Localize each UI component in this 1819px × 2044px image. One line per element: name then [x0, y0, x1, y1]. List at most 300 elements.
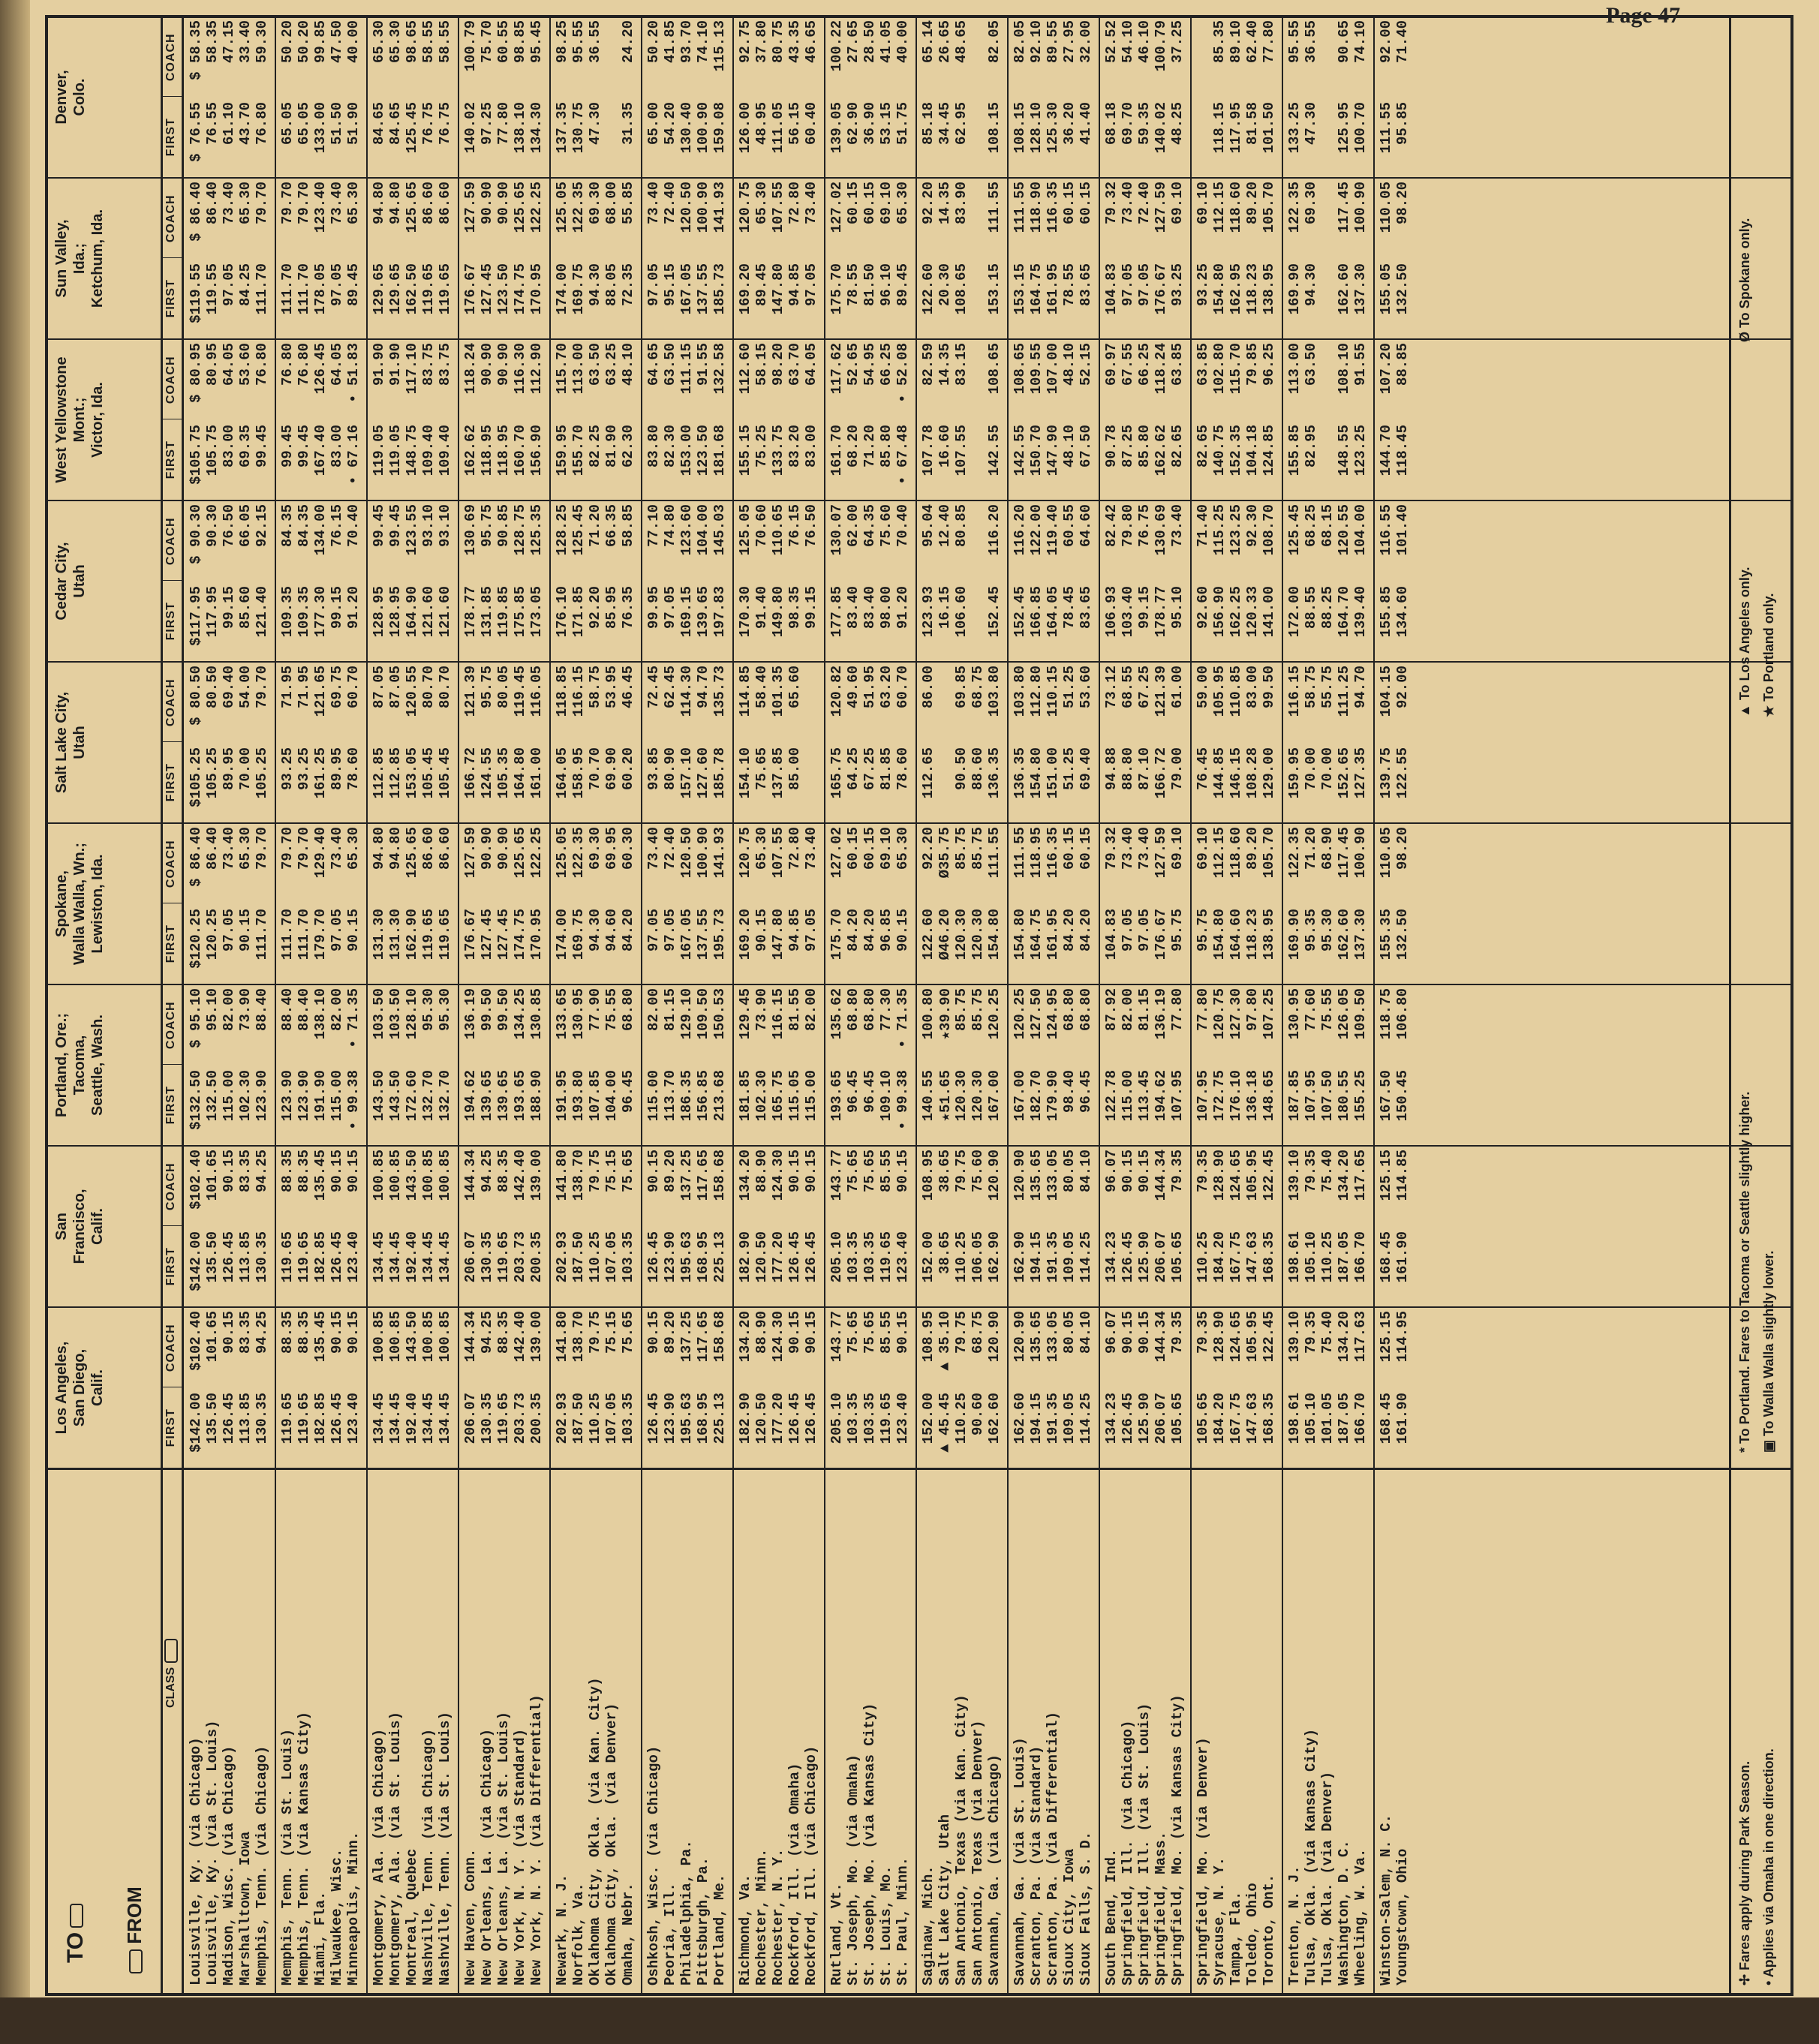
first-class-fare: 168.35 — [1261, 1393, 1277, 1444]
coach-fare: 137.25 — [678, 1150, 695, 1201]
first-class-fare: 93.25 — [1169, 263, 1186, 307]
coach-fare: 60.15 — [861, 827, 878, 870]
first-class-fare: 115.00 — [645, 1070, 662, 1122]
coach-fare: 115.25 — [1211, 504, 1228, 556]
coach-fare: 86.60 — [420, 827, 437, 870]
coach-fare: 60.55 — [495, 20, 512, 64]
table-row — [970, 18, 986, 1993]
first-class-fare: 106.93 — [1103, 586, 1120, 638]
origin-city: South Bend, Ind. — [1103, 1848, 1120, 1985]
first-class-fare: 101.50 — [1261, 102, 1277, 154]
coach-fare: 99.45 — [387, 504, 404, 548]
coach-fare: 101.65 — [204, 1150, 221, 1201]
coach-fare: 139.10 — [1286, 1311, 1303, 1363]
coach-fare: 60.15 — [861, 182, 878, 225]
footnote: ▲ To Los Angeles only. — [1737, 567, 1752, 717]
first-class-fare: 139.75 — [1378, 747, 1394, 799]
first-class-fare: 38.65 — [937, 1231, 953, 1275]
first-class-fare: 118.23 — [1244, 263, 1261, 315]
first-class-fare: 206.07 — [1153, 1393, 1169, 1444]
coach-fare: 118.85 — [554, 666, 570, 717]
first-class-fare: 109.05 — [1061, 1231, 1078, 1283]
coach-fare: 117.65 — [1352, 1150, 1369, 1201]
coach-fare: 67.55 — [1120, 343, 1136, 386]
origin-city: Youngstown, Ohio — [1394, 1848, 1411, 1985]
coach-fare: 64.65 — [645, 343, 662, 386]
first-class-fare: 123.50 — [695, 425, 711, 476]
first-class-fare: 155.15 — [737, 425, 753, 476]
table-row — [221, 18, 237, 1993]
first-class-fare: 123.40 — [894, 1393, 911, 1444]
first-class-fare: 140.02 — [462, 102, 479, 154]
coach-fare: 122.35 — [1286, 827, 1303, 879]
coach-fare: 116.20 — [986, 504, 1003, 556]
first-class-fare: 149.80 — [770, 586, 786, 638]
coach-fare: 90.65 — [1336, 20, 1352, 64]
table-row — [620, 18, 636, 1993]
first-class-fare: 94.85 — [786, 909, 803, 952]
first-class-fare: 158.95 — [570, 747, 587, 799]
first-class-fare: 155.85 — [1286, 425, 1303, 476]
coach-fare: 90.15 — [645, 1150, 662, 1193]
first-class-fare: 134.23 — [1103, 1393, 1120, 1444]
table-row — [803, 18, 819, 1993]
coach-class-label: COACH — [164, 33, 177, 82]
first-class-fare: 95.75 — [1169, 909, 1186, 952]
first-class-fare: 68.20 — [845, 425, 861, 468]
coach-fare: 128.25 — [554, 504, 570, 556]
coach-fare: 68.80 — [1078, 988, 1094, 1032]
coach-fare: 90.15 — [645, 1311, 662, 1354]
coach-fare: 69.85 — [953, 666, 970, 709]
origin-city: Miami, Fla. — [312, 1891, 329, 1985]
coach-fare: 125.65 — [512, 182, 528, 233]
table-row — [462, 18, 479, 1993]
coach-fare: 139.00 — [528, 1311, 545, 1363]
origin-city: Memphis, Tenn. (via Chicago) — [254, 1745, 270, 1985]
coach-fare: 117.65 — [695, 1311, 711, 1363]
coach-fare: 108.95 — [920, 1311, 937, 1363]
coach-fare: 79.70 — [254, 182, 270, 225]
first-class-fare: 187.05 — [1336, 1393, 1352, 1444]
coach-fare: 89.20 — [662, 1150, 678, 1193]
coach-fare: 93.10 — [437, 504, 453, 548]
first-class-fare: 105.25 — [204, 747, 221, 799]
origin-city: Washington, D. C. — [1336, 1840, 1352, 1985]
first-class-fare: 144.85 — [1211, 747, 1228, 799]
coach-fare: 130.85 — [528, 988, 545, 1040]
origin-city: Tulsa, Okla. (via Denver) — [1319, 1771, 1336, 1985]
first-class-fare: 53.15 — [878, 102, 894, 146]
coach-fare: 75.55 — [1319, 988, 1336, 1032]
coach-fare: 83.75 — [420, 343, 437, 386]
coach-fare: 64.05 — [803, 343, 819, 386]
first-class-fare: 112.85 — [371, 747, 387, 799]
coach-fare: 111.55 — [1012, 827, 1028, 879]
table-row — [645, 18, 662, 1993]
first-class-fare: 105.10 — [1303, 1393, 1319, 1444]
coach-fare: 94.25 — [254, 1150, 270, 1193]
origin-city: Omaha, Nebr. — [620, 1883, 636, 1985]
first-class-fare: 127.60 — [695, 747, 711, 799]
coach-fare: 46.45 — [620, 666, 636, 709]
first-class-fare: 105.35 — [495, 747, 512, 799]
coach-fare: 65.60 — [786, 666, 803, 709]
first-class-fare: 78.55 — [845, 263, 861, 307]
coach-fare: 73.40 — [803, 827, 819, 870]
first-class-fare: 41.40 — [1078, 102, 1094, 146]
table-row — [1228, 18, 1244, 1993]
first-class-fare: 93.25 — [296, 747, 312, 791]
coach-fare: 65.30 — [345, 827, 362, 870]
coach-fare: $ 95.10 — [188, 988, 204, 1048]
first-class-fare: 150.45 — [1394, 1070, 1411, 1122]
origin-city: St. Paul, Minn. — [894, 1856, 911, 1985]
coach-fare: 68.75 — [970, 1311, 986, 1354]
coach-fare: 102.80 — [1211, 343, 1228, 395]
first-class-fare: 70.00 — [237, 747, 254, 791]
first-class-fare: 94.88 — [1103, 747, 1120, 791]
coach-fare: 135.65 — [1028, 1311, 1045, 1363]
coach-fare: 127.30 — [1228, 988, 1244, 1040]
first-class-fare: 79.00 — [1169, 747, 1186, 791]
first-class-fare: 88.25 — [1319, 586, 1336, 630]
page-bottom-edge — [0, 1997, 1819, 2044]
coach-fare: 90.15 — [803, 1311, 819, 1354]
first-class-fare: 130.35 — [479, 1231, 495, 1283]
origin-city: Springfield, Mo. (via Denver) — [1195, 1737, 1211, 1985]
coach-fare: 80.05 — [1061, 1311, 1078, 1354]
first-class-fare: 112.65 — [920, 747, 937, 799]
coach-fare: 75.65 — [845, 1150, 861, 1193]
first-class-fare: 126.45 — [1120, 1393, 1136, 1444]
coach-fare: 27.65 — [845, 20, 861, 64]
coach-fare: 130.69 — [1153, 504, 1169, 556]
first-class-fare: 88.55 — [1303, 586, 1319, 630]
first-class-fare: 115.00 — [221, 1070, 237, 1122]
first-class-fare: 75.65 — [753, 747, 770, 791]
first-class-fare: 151.00 — [1045, 747, 1061, 799]
coach-fare: 47.15 — [221, 20, 237, 64]
first-class-fare: 91.20 — [345, 586, 362, 630]
coach-fare: 60.15 — [845, 182, 861, 225]
first-class-fare: 181.68 — [711, 425, 728, 476]
coach-fare: 48.10 — [1061, 343, 1078, 386]
group-divider — [366, 18, 368, 1993]
footnote: • Applies via Omaha in one direction. — [1761, 1748, 1776, 1985]
coach-fare: 158.68 — [711, 1311, 728, 1363]
coach-fare: 90.15 — [221, 1150, 237, 1193]
coach-fare: 134.25 — [512, 988, 528, 1040]
coach-fare: 54.10 — [1120, 20, 1136, 64]
coach-fare: 73.40 — [803, 182, 819, 225]
coach-fare: 68.75 — [970, 666, 986, 709]
coach-fare: 132.58 — [711, 343, 728, 395]
coach-fare: 65.30 — [387, 20, 404, 64]
first-class-fare: 97.05 — [662, 586, 678, 630]
coach-fare: • 71.35 — [345, 988, 362, 1048]
first-class-fare: 156.85 — [695, 1070, 711, 1122]
first-class-fare: 206.07 — [462, 1393, 479, 1444]
first-class-fare: 120.33 — [1244, 586, 1261, 638]
table-row — [1078, 18, 1094, 1993]
first-class-fare: 119.65 — [420, 909, 437, 960]
coach-fare: 72.45 — [645, 666, 662, 709]
first-class-fare: 131.30 — [371, 909, 387, 960]
first-class-fare: 172.60 — [404, 1070, 420, 1122]
coach-fare: 76.75 — [1136, 504, 1153, 548]
coach-fare: 58.55 — [420, 20, 437, 64]
first-class-fare: 169.20 — [737, 909, 753, 960]
coach-fare: 58.35 — [204, 20, 221, 64]
first-class-fare: 123.90 — [662, 1231, 678, 1283]
coach-fare: 74.10 — [1352, 20, 1369, 64]
coach-fare: 91.90 — [387, 343, 404, 386]
first-class-fare: 119.05 — [387, 425, 404, 476]
coach-fare: 108.70 — [1261, 504, 1277, 556]
origin-city: Toledo, Ohio — [1244, 1883, 1261, 1985]
first-class-label: FIRST — [161, 97, 182, 178]
first-class-fare: 177.20 — [770, 1393, 786, 1444]
origin-city: Marshalltown, Iowa — [237, 1831, 254, 1985]
coach-fare: 100.90 — [1352, 182, 1369, 233]
first-class-fare: 191.90 — [312, 1070, 329, 1122]
first-class-fare: 176.67 — [462, 909, 479, 960]
coach-fare: 105.70 — [1261, 827, 1277, 879]
first-class-fare: 186.35 — [678, 1070, 695, 1122]
coach-fare: 110.65 — [770, 504, 786, 556]
coach-fare: 104.00 — [1352, 504, 1369, 556]
first-class-fare: 187.50 — [570, 1393, 587, 1444]
first-class-label: FIRST — [161, 742, 182, 823]
first-class-fare: 130.35 — [254, 1393, 270, 1444]
coach-fare: 72.40 — [662, 182, 678, 225]
coach-fare: 80.05 — [1061, 1150, 1078, 1193]
table-row — [678, 18, 695, 1993]
to-label: TO — [63, 1904, 89, 1963]
coach-fare: 73.40 — [1169, 504, 1186, 548]
coach-fare: 65.30 — [237, 827, 254, 870]
coach-fare: 95.75 — [479, 666, 495, 709]
first-class-fare: 119.65 — [495, 1393, 512, 1444]
first-class-fare: 96.10 — [878, 263, 894, 307]
origin-city: Scranton, Pa. (via Differential) — [1045, 1712, 1061, 1985]
first-class-fare: 188.90 — [528, 1070, 545, 1122]
table-row — [986, 18, 1003, 1993]
first-class-fare: 126.00 — [737, 102, 753, 154]
first-class-fare: 119.55 — [204, 263, 221, 315]
origin-city: Peoria, Ill. — [662, 1883, 678, 1985]
coach-fare: 77.80 — [1195, 988, 1211, 1032]
coach-fare: 82.05 — [986, 20, 1003, 64]
coach-fare: 120.55 — [1336, 504, 1352, 556]
coach-fare: 76.50 — [803, 504, 819, 548]
first-class-fare: 107.55 — [953, 425, 970, 476]
coach-fare: 96.25 — [1261, 343, 1277, 386]
coach-fare: 76.80 — [296, 343, 312, 386]
table-row — [878, 18, 894, 1993]
first-class-fare: 161.95 — [1045, 909, 1061, 960]
first-class-fare: 90.50 — [953, 747, 970, 791]
coach-fare: 100.79 — [1153, 20, 1169, 72]
coach-fare: 37.25 — [1169, 20, 1186, 64]
coach-fare: 60.15 — [845, 827, 861, 870]
coach-fare: 89.20 — [1244, 827, 1261, 870]
first-class-fare: 96.45 — [1078, 1070, 1094, 1114]
first-class-fare: 136.35 — [1012, 747, 1028, 799]
coach-fare: 69.10 — [1169, 827, 1186, 870]
first-class-fare: 83.00 — [221, 425, 237, 468]
first-class-fare: 123.50 — [495, 263, 512, 315]
coach-fare: 112.80 — [1028, 666, 1045, 717]
origin-city: Rochester, N. Y. — [770, 1848, 786, 1985]
first-class-fare: 111.70 — [296, 909, 312, 960]
coach-fare: 125.45 — [570, 504, 587, 556]
coach-fare: 71.95 — [296, 666, 312, 709]
first-class-fare: 81.90 — [603, 425, 620, 468]
coach-fare: 120.90 — [1012, 1311, 1028, 1363]
first-class-fare: 130.75 — [570, 102, 587, 154]
first-class-fare: 115.00 — [329, 1070, 345, 1122]
first-class-fare: $142.00 — [188, 1393, 204, 1453]
coach-fare: ★39.90 — [937, 988, 954, 1040]
coach-fare: 123.25 — [1228, 504, 1244, 556]
coach-fare: 79.75 — [587, 1150, 603, 1193]
origin-city: Trenton, N. J. — [1286, 1865, 1303, 1985]
first-class-fare: 166.72 — [1153, 747, 1169, 799]
first-class-fare: 146.15 — [1228, 747, 1244, 799]
first-class-fare: 93.25 — [1195, 263, 1211, 307]
first-class-fare: 82.65 — [1169, 425, 1186, 468]
origin-city: Oklahoma City, Okla. (via Kan. City) — [587, 1677, 603, 1985]
coach-fare: 90.90 — [495, 182, 512, 225]
first-class-fare: $142.00 — [188, 1231, 204, 1291]
coach-fare: 47.50 — [329, 20, 345, 64]
origin-city: Montgomery, Ala. (via Chicago) — [371, 1728, 387, 1985]
first-class-fare: 91.40 — [753, 586, 770, 630]
coach-fare: 126.45 — [312, 343, 329, 395]
first-class-fare: 78.55 — [1061, 263, 1078, 307]
first-class-fare: 139.65 — [479, 1070, 495, 1122]
coach-fare: 122.45 — [1261, 1150, 1277, 1201]
first-class-fare: 177.30 — [312, 586, 329, 638]
coach-fare: 86.40 — [204, 182, 221, 225]
coach-fare: 116.55 — [1378, 504, 1394, 556]
coach-fare: 64.35 — [861, 504, 878, 548]
coach-fare: 73.40 — [329, 827, 345, 870]
first-class-fare: 103.35 — [620, 1393, 636, 1444]
coach-fare: 93.70 — [678, 20, 695, 64]
first-class-fare: 131.30 — [387, 909, 404, 960]
coach-fare: 26.65 — [937, 20, 953, 64]
coach-fare: 133.05 — [1045, 1150, 1061, 1201]
origin-city: Toronto, Ont. — [1261, 1874, 1277, 1985]
coach-fare: 128.90 — [1211, 1150, 1228, 1201]
coach-fare: 125.45 — [1286, 504, 1303, 556]
coach-fare: 116.35 — [1045, 827, 1061, 879]
first-class-fare: 85.60 — [237, 586, 254, 630]
coach-fare: 79.32 — [1103, 182, 1120, 225]
coach-fare: 88.35 — [279, 1311, 296, 1354]
first-class-fare: 62.90 — [845, 102, 861, 146]
first-class-fare: 105.65 — [1169, 1393, 1186, 1444]
coach-fare: 48.65 — [953, 20, 970, 64]
first-class-fare: 172.00 — [1286, 586, 1303, 638]
coach-fare: 40.00 — [894, 20, 911, 64]
first-class-fare: 205.10 — [828, 1393, 845, 1444]
coach-fare: 75.65 — [845, 1311, 861, 1354]
coach-fare: 94.70 — [695, 666, 711, 709]
coach-fare: 65.30 — [345, 182, 362, 225]
first-class-fare: 123.40 — [894, 1231, 911, 1283]
first-class-fare: $132.50 — [188, 1070, 204, 1130]
first-class-fare: 152.00 — [920, 1231, 937, 1283]
first-class-fare: 160.70 — [512, 425, 528, 476]
coach-fare: 73.40 — [645, 827, 662, 870]
first-class-fare: 36.20 — [1061, 102, 1078, 146]
first-class-fare: 166.70 — [1352, 1393, 1369, 1444]
table-row — [371, 18, 387, 1993]
first-class-fare: 142.55 — [986, 425, 1003, 476]
origin-city: Rockford, Ill. (via Omaha) — [786, 1763, 803, 1985]
first-class-fare: 120.30 — [970, 1070, 986, 1122]
first-class-fare: 138.10 — [512, 102, 528, 154]
footnote: ★ To Portland only. — [1761, 593, 1776, 717]
first-class-fare: 155.25 — [1352, 1070, 1369, 1122]
first-class-fare: 114.25 — [1078, 1393, 1094, 1444]
first-class-fare: 110.25 — [1195, 1231, 1211, 1283]
origin-city: Philadelphia, Pa. — [678, 1840, 695, 1985]
first-class-fare: 119.65 — [495, 1231, 512, 1283]
first-class-fare: 67.50 — [1078, 425, 1094, 468]
coach-fare: 99.50 — [495, 988, 512, 1032]
coach-fare: 108.65 — [1012, 343, 1028, 395]
first-class-fare: 175.70 — [828, 909, 845, 960]
first-class-fare: 130.35 — [254, 1231, 270, 1283]
first-class-fare: 169.15 — [678, 586, 695, 638]
first-class-fare: 64.25 — [845, 747, 861, 791]
first-class-fare: 96.45 — [861, 1070, 878, 1114]
coach-fare: 116.20 — [1012, 504, 1028, 556]
coach-fare: 63.50 — [587, 343, 603, 386]
first-class-fare: 152.00 — [920, 1393, 937, 1444]
first-class-fare: 70.00 — [1303, 747, 1319, 791]
coach-fare: 158.68 — [711, 1150, 728, 1201]
first-class-fare: 122.55 — [1394, 747, 1411, 799]
first-class-fare: 213.68 — [711, 1070, 728, 1122]
first-class-fare: 99.15 — [221, 586, 237, 630]
coach-fare: 94.80 — [387, 182, 404, 225]
coach-fare: 52.65 — [845, 343, 861, 386]
coach-fare: 83.00 — [1244, 666, 1261, 709]
coach-fare: • 51.83 — [345, 343, 362, 403]
coach-fare: 69.10 — [1169, 182, 1186, 225]
origin-city: Memphis, Tenn. (via St. Louis) — [279, 1728, 296, 1985]
coach-fare: 68.55 — [1120, 666, 1136, 709]
first-class-fare: 191.35 — [1045, 1231, 1061, 1283]
coach-fare: 95.30 — [437, 988, 453, 1032]
first-class-fare: 82.65 — [1195, 425, 1211, 468]
origin-city: Norfolk, Va. — [570, 1883, 587, 1985]
coach-fare: 90.90 — [495, 343, 512, 386]
coach-fare: 124.65 — [1228, 1150, 1244, 1201]
coach-fare: 88.35 — [296, 1311, 312, 1354]
first-class-fare: 36.90 — [861, 102, 878, 146]
coach-fare: 94.80 — [371, 182, 387, 225]
destination-name: Denver, Colo. — [53, 70, 88, 125]
first-class-fare: 98.35 — [786, 586, 803, 630]
first-class-fare: 83.80 — [645, 425, 662, 468]
